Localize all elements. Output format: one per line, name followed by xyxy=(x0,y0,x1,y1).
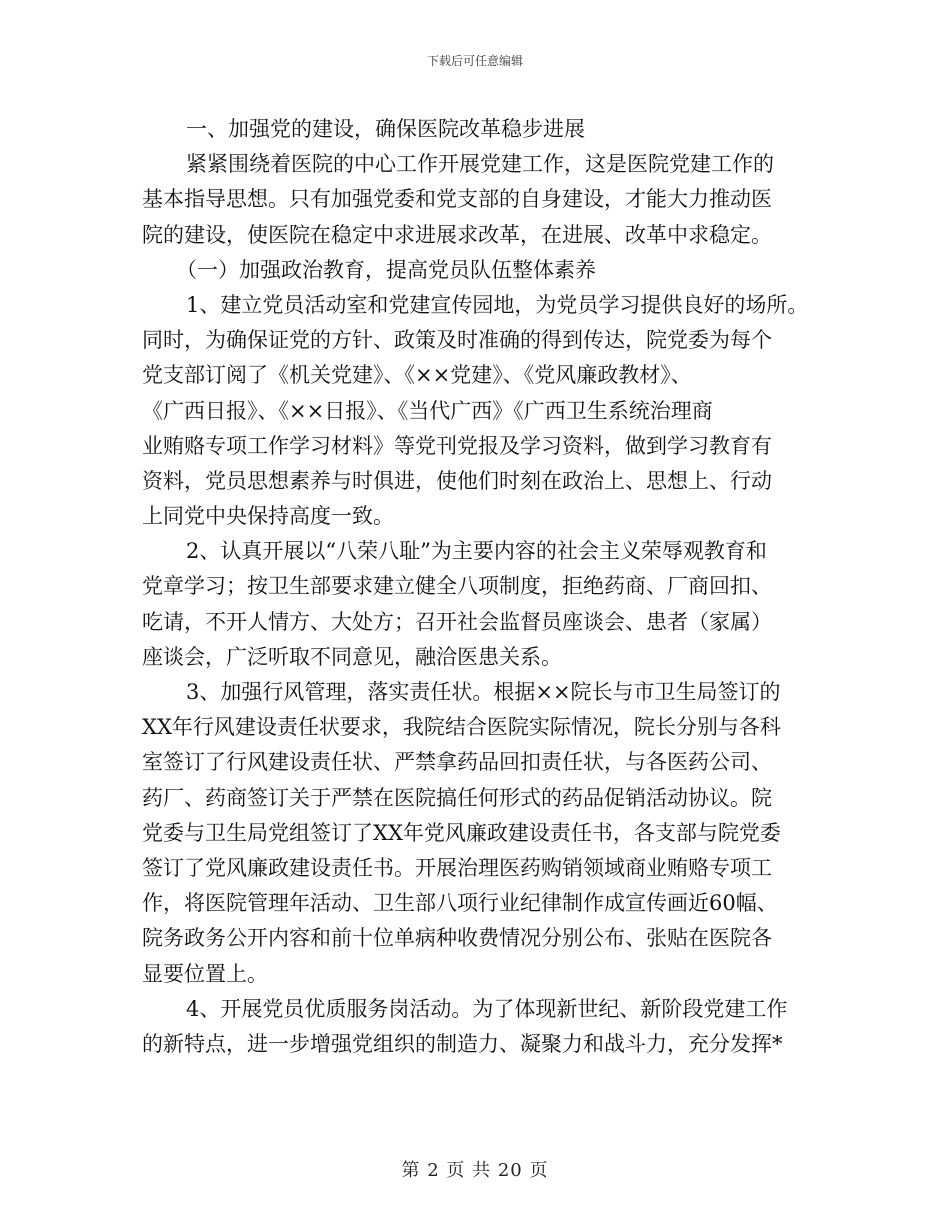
paragraph-line: 签订了党风廉政建设责任书。开展治理医药购销领域商业贿赂专项工 xyxy=(142,855,772,880)
paragraph-line: 3、加强行风管理，落实责任状。根据××院长与市卫生局签订的 xyxy=(186,680,781,704)
paragraph-line: 同时，为确保证党的方针、政策及时准确的得到传达，院党委为每个 xyxy=(142,328,772,353)
subsection-heading: （一）加强政治教育，提高党员队伍整体素养 xyxy=(176,257,596,282)
section-heading: 一、加强党的建设，确保医院改革稳步进展 xyxy=(186,117,585,141)
paragraph-line: 吃请，不开人情方、大处方；召开社会监督员座谈会、患者（家属） xyxy=(142,609,772,634)
paragraph-line: 紧紧围绕着医院的中心工作开展党建工作，这是医院党建工作的 xyxy=(186,152,774,177)
paragraph-line: 显要位置上。 xyxy=(142,961,268,986)
paragraph-line: 2、认真开展以“八荣八耻”为主要内容的社会主义荣辱观教育和 xyxy=(186,539,767,564)
paragraph-line: 资料，党员思想素养与时俱进，使他们时刻在政治上、思想上、行动 xyxy=(142,468,772,493)
page-footer: 第 2 页 共 20 页 xyxy=(401,1160,549,1181)
paragraph-line: 党支部订阅了《机关党建》、《××党建》、《党风廉政教材》、 xyxy=(142,363,692,388)
paragraph-line: 室签订了行风建设责任状、严禁拿药品回扣责任状，与各医药公司、 xyxy=(142,750,772,775)
paragraph-line: 4、开展党员优质服务岗活动。为了体现新世纪、新阶段党建工作 xyxy=(186,996,788,1021)
paragraph-line: 作，将医院管理年活动、卫生部八项行业纪律制作成宣传画近60幅、 xyxy=(142,891,778,916)
header-note: 下载后可任意编辑 xyxy=(426,54,523,68)
paragraph-line: 上同党中央保持高度一致。 xyxy=(142,504,394,529)
paragraph-line: 1、建立党员活动室和党建宣传园地，为党员学习提供良好的场所。 xyxy=(186,292,809,317)
paragraph-line: 党章学习；按卫生部要求建立健全八项制度，拒绝药商、厂商回扣、 xyxy=(142,574,772,599)
paragraph-line: 座谈会，广泛听取不同意见，融洽医患关系。 xyxy=(142,644,562,669)
paragraph-line: 基本指导思想。只有加强党委和党支部的自身建设，才能大力推动医 xyxy=(142,187,772,212)
paragraph-line: 院务政务公开内容和前十位单病种收费情况分别公布、张贴在医院各 xyxy=(142,926,772,951)
paragraph-line: 药厂、药商签订关于严禁在医院搞任何形式的药品促销活动协议。院 xyxy=(142,785,772,810)
paragraph-line: XX年行风建设责任状要求，我院结合医院实际情况，院长分别与各科 xyxy=(142,715,781,740)
paragraph-line: 业贿赂专项工作学习材料》等党刊党报及学习资料，做到学习教育有 xyxy=(142,433,772,458)
paragraph-line: 院的建设，使医院在稳定中求进展求改革，在进展、改革中求稳定。 xyxy=(142,222,772,247)
paragraph-line: 党委与卫生局党组签订了XX年党风廉政建设责任书，各支部与院党委 xyxy=(142,820,781,845)
document-body xyxy=(142,112,822,1062)
paragraph-line: 《广西日报》、《××日报》、《当代广西》《广西卫生系统治理商 xyxy=(142,398,713,423)
paragraph-line: 的新特点，进一步增强党组织的制造力、凝聚力和战斗力，充分发挥* xyxy=(142,1031,783,1056)
